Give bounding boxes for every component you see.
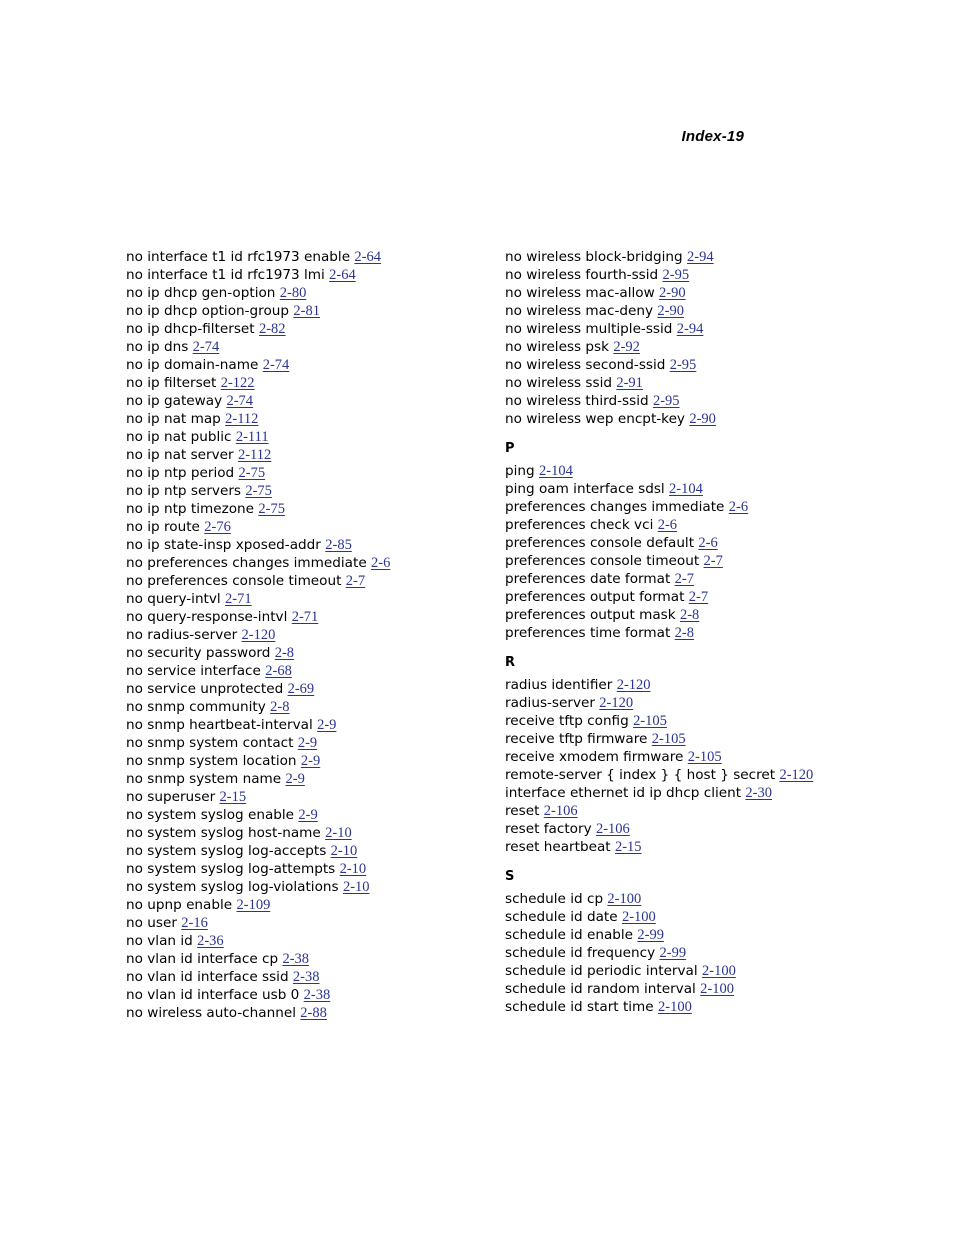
index-term: no interface t1 id rfc1973 lmi xyxy=(126,267,325,283)
index-term: no ip dhcp-filterset xyxy=(126,321,255,337)
index-term: no system syslog log-accepts xyxy=(126,843,327,859)
index-entry xyxy=(505,374,835,392)
index-entry xyxy=(505,302,835,320)
page-reference-link[interactable]: 2-106 xyxy=(543,803,578,819)
index-entry xyxy=(126,590,486,608)
index-term: no wireless psk xyxy=(505,339,610,355)
index-term: no wireless third-ssid xyxy=(505,393,649,409)
page-reference-link[interactable]: 2-122 xyxy=(220,375,255,391)
index-term: no snmp community xyxy=(126,699,266,715)
page-reference-link[interactable]: 2-38 xyxy=(303,987,331,1003)
index-entry xyxy=(126,392,486,410)
page-reference-link[interactable]: 2-75 xyxy=(245,483,272,499)
page-reference-link[interactable]: 2-7 xyxy=(688,589,709,605)
page-reference-link[interactable]: 2-16 xyxy=(181,915,208,931)
index-term: no ip ntp period xyxy=(126,465,235,481)
index-entry xyxy=(505,890,835,908)
page-reference-link[interactable]: 2-100 xyxy=(607,891,642,907)
index-entry xyxy=(126,608,486,626)
index-entry xyxy=(126,932,486,950)
page-reference-link[interactable]: 2-95 xyxy=(652,393,680,409)
index-entry xyxy=(126,860,486,878)
index-term: interface ethernet id ip dhcp client xyxy=(505,785,742,801)
index-entry xyxy=(126,626,486,644)
index-term: schedule id random interval xyxy=(505,981,696,997)
index-term: schedule id periodic interval xyxy=(505,963,698,979)
index-entry xyxy=(505,552,835,570)
index-term: no wireless mac-allow xyxy=(505,285,655,301)
index-entry xyxy=(126,824,486,842)
index-entry xyxy=(126,680,486,698)
index-entry xyxy=(126,878,486,896)
index-term: no snmp system name xyxy=(126,771,282,787)
index-entry xyxy=(126,788,486,806)
index-term: no ip nat server xyxy=(126,447,234,463)
index-entry xyxy=(505,944,835,962)
index-entry xyxy=(505,802,835,820)
page-reference-link[interactable]: 2-15 xyxy=(219,789,247,805)
index-term: preferences output mask xyxy=(505,607,676,623)
index-term: reset heartbeat xyxy=(505,839,611,855)
index-entry xyxy=(126,536,486,554)
index-entry xyxy=(505,266,835,284)
index-term: preferences date format xyxy=(505,571,671,587)
index-term: no vlan id interface cp xyxy=(126,951,279,967)
index-term: no snmp heartbeat-interval xyxy=(126,717,313,733)
index-term: remote-server { index } { host } secret xyxy=(505,767,776,783)
page-reference-link[interactable]: 2-100 xyxy=(658,999,692,1015)
page-reference-link[interactable]: 2-76 xyxy=(204,519,231,535)
index-entry xyxy=(505,498,835,516)
page-reference-link[interactable]: 2-9 xyxy=(285,771,305,787)
index-term: receive tftp firmware xyxy=(505,731,648,747)
page-reference-link[interactable]: 2-100 xyxy=(702,963,736,979)
index-entry xyxy=(505,570,835,588)
page-reference-link[interactable]: 2-9 xyxy=(317,717,337,733)
index-term: no wireless block-bridging xyxy=(505,249,683,265)
page-reference-link[interactable]: 2-100 xyxy=(700,981,735,997)
index-entry xyxy=(505,676,835,694)
page-reference-link[interactable]: 2-106 xyxy=(595,821,630,837)
index-entry xyxy=(505,392,835,410)
index-term: reset factory xyxy=(505,821,592,837)
page-reference-link[interactable]: 2-75 xyxy=(258,501,285,517)
page-number-header: Index-19 xyxy=(681,128,744,145)
index-entry xyxy=(126,968,486,986)
index-entry xyxy=(505,248,835,266)
page-reference-link[interactable]: 2-10 xyxy=(339,861,367,877)
index-entry xyxy=(126,320,486,338)
index-entry xyxy=(126,410,486,428)
page-reference-link[interactable]: 2-69 xyxy=(287,681,315,697)
page-reference-link[interactable]: 2-85 xyxy=(325,537,352,553)
index-entry xyxy=(505,730,835,748)
page-reference-link[interactable]: 2-8 xyxy=(270,699,290,715)
page-reference-link[interactable]: 2-81 xyxy=(293,303,320,319)
index-section-letter: P xyxy=(505,441,515,456)
page-reference-link[interactable]: 2-15 xyxy=(614,839,642,855)
page-reference-link[interactable]: 2-36 xyxy=(197,933,224,949)
index-term: no system syslog log-violations xyxy=(126,879,339,895)
page-reference-link[interactable]: 2-10 xyxy=(325,825,352,841)
index-entry xyxy=(126,950,486,968)
index-entry xyxy=(505,624,835,642)
page-reference-link[interactable]: 2-6 xyxy=(698,535,718,551)
index-entry xyxy=(505,284,835,302)
index-term: no system syslog log-attempts xyxy=(126,861,336,877)
index-entry xyxy=(126,482,486,500)
index-entry xyxy=(126,248,486,266)
page-reference-link[interactable]: 2-10 xyxy=(342,879,370,895)
index-term: no service interface xyxy=(126,663,261,679)
page-reference-link[interactable]: 2-99 xyxy=(659,945,687,961)
page-reference-link[interactable]: 2-8 xyxy=(274,645,295,661)
index-entry xyxy=(126,644,486,662)
index-entry xyxy=(126,374,486,392)
index-entry xyxy=(505,766,835,784)
index-term: no wireless mac-deny xyxy=(505,303,654,319)
index-entry xyxy=(126,698,486,716)
index-entry xyxy=(505,606,835,624)
index-term: preferences console timeout xyxy=(505,553,700,569)
index-column-right xyxy=(505,248,835,1016)
page-reference-link[interactable]: 2-92 xyxy=(613,339,640,355)
page-reference-link[interactable]: 2-100 xyxy=(621,909,656,925)
index-entry xyxy=(126,752,486,770)
page-reference-link[interactable]: 2-120 xyxy=(599,695,634,711)
page-reference-link[interactable]: 2-7 xyxy=(674,571,694,587)
index-entry xyxy=(126,914,486,932)
index-term: no ip dns xyxy=(126,339,189,355)
page-reference-link[interactable]: 2-8 xyxy=(679,607,700,623)
page-reference-link[interactable]: 2-71 xyxy=(291,609,319,625)
index-section-letter: R xyxy=(505,655,516,670)
page-reference-link[interactable]: 2-7 xyxy=(345,573,366,589)
page-reference-link[interactable]: 2-6 xyxy=(657,517,678,533)
index-entry xyxy=(505,908,835,926)
page-reference-link[interactable]: 2-9 xyxy=(298,807,318,823)
index-term: receive tftp config xyxy=(505,713,629,729)
index-term: no superuser xyxy=(126,789,216,805)
index-term: radius identifier xyxy=(505,677,613,693)
index-entry xyxy=(505,712,835,730)
index-term: preferences console default xyxy=(505,535,695,551)
index-entry xyxy=(126,986,486,1004)
page-reference-link[interactable]: 2-64 xyxy=(329,267,356,283)
index-term: no ip nat map xyxy=(126,411,221,427)
index-term: no ip state-insp xposed-addr xyxy=(126,537,321,553)
index-entry xyxy=(126,806,486,824)
page-reference-link[interactable]: 2-111 xyxy=(235,429,269,445)
index-entry xyxy=(505,784,835,802)
page-reference-link[interactable]: 2-75 xyxy=(238,465,266,481)
index-term: no interface t1 id rfc1973 enable xyxy=(126,249,351,265)
index-term: no user xyxy=(126,915,177,931)
index-entry xyxy=(505,820,835,838)
page-reference-link[interactable]: 2-80 xyxy=(279,285,307,301)
index-term: schedule id date xyxy=(505,909,618,925)
index-entry xyxy=(505,588,835,606)
page-reference-link[interactable]: 2-120 xyxy=(779,767,814,783)
index-term: receive xmodem firmware xyxy=(505,749,684,765)
page-reference-link[interactable]: 2-8 xyxy=(674,625,695,641)
page-reference-link[interactable]: 2-71 xyxy=(225,591,252,607)
page-reference-link[interactable]: 2-88 xyxy=(300,1005,327,1021)
index-entry xyxy=(505,534,835,552)
page-reference-link[interactable]: 2-120 xyxy=(616,677,651,693)
page-reference-link[interactable]: 2-68 xyxy=(265,663,292,679)
index-term: no wireless second-ssid xyxy=(505,357,666,373)
index-term: no wireless multiple-ssid xyxy=(505,321,673,337)
index-term: preferences check vci xyxy=(505,517,654,533)
index-term: schedule id enable xyxy=(505,927,634,943)
page-reference-link[interactable]: 2-64 xyxy=(354,249,381,265)
index-entry xyxy=(505,748,835,766)
index-entry xyxy=(126,572,486,590)
index-entry xyxy=(505,410,835,428)
index-term: schedule id frequency xyxy=(505,945,656,961)
index-term: ping xyxy=(505,463,535,479)
index-entry xyxy=(126,554,486,572)
index-term: schedule id cp xyxy=(505,891,604,907)
index-term: ping oam interface sdsl xyxy=(505,481,665,497)
index-term: no ip gateway xyxy=(126,393,223,409)
page-reference-link[interactable]: 2-90 xyxy=(689,411,716,427)
page-reference-link[interactable]: 2-120 xyxy=(241,627,276,643)
index-term: no vlan id xyxy=(126,933,193,949)
index-term: reset xyxy=(505,803,540,819)
index-term: no radius-server xyxy=(126,627,238,643)
page-reference-link[interactable]: 2-38 xyxy=(282,951,310,967)
index-term: no upnp enable xyxy=(126,897,233,913)
index-entry xyxy=(505,980,835,998)
index-entry xyxy=(126,338,486,356)
index-term: no vlan id interface ssid xyxy=(126,969,289,985)
page-reference-link[interactable]: 2-30 xyxy=(745,785,772,801)
page-reference-link[interactable]: 2-94 xyxy=(676,321,704,337)
index-term: no ip ntp servers xyxy=(126,483,241,499)
page-reference-link[interactable]: 2-105 xyxy=(651,731,686,747)
page-reference-link[interactable]: 2-105 xyxy=(633,713,667,729)
page-reference-link[interactable]: 2-10 xyxy=(330,843,358,859)
page-reference-link[interactable]: 2-104 xyxy=(669,481,703,497)
index-term: no ip domain-name xyxy=(126,357,259,373)
index-entry xyxy=(126,734,486,752)
page-reference-link[interactable]: 2-6 xyxy=(371,555,391,571)
index-entry xyxy=(505,516,835,534)
page-reference-link[interactable]: 2-74 xyxy=(192,339,220,355)
index-entry xyxy=(126,428,486,446)
index-entry xyxy=(505,694,835,712)
page-reference-link[interactable]: 2-90 xyxy=(659,285,686,301)
index-term: no snmp system contact xyxy=(126,735,294,751)
index-column-left xyxy=(126,248,486,1022)
index-entry xyxy=(126,896,486,914)
index-term: radius-server xyxy=(505,695,595,711)
index-entry xyxy=(126,356,486,374)
index-term: no wireless wep encpt-key xyxy=(505,411,685,427)
index-term: schedule id start time xyxy=(505,999,654,1015)
index-term: no preferences console timeout xyxy=(126,573,342,589)
index-entry xyxy=(126,464,486,482)
index-entry xyxy=(126,716,486,734)
index-entry xyxy=(505,998,835,1016)
index-term: no preferences changes immediate xyxy=(126,555,367,571)
index-entry xyxy=(505,462,835,480)
page-reference-link[interactable]: 2-109 xyxy=(236,897,271,913)
index-term: no system syslog host-name xyxy=(126,825,321,841)
index-entry xyxy=(126,1004,486,1022)
page-reference-link[interactable]: 2-95 xyxy=(662,267,690,283)
index-term: preferences output format xyxy=(505,589,685,605)
index-term: no system syslog enable xyxy=(126,807,295,823)
index-entry xyxy=(505,480,835,498)
index-term: no query-response-intvl xyxy=(126,609,288,625)
index-entry xyxy=(126,284,486,302)
page-reference-link[interactable]: 2-90 xyxy=(657,303,684,319)
index-term: no security password xyxy=(126,645,271,661)
index-term: no ip filterset xyxy=(126,375,217,391)
index-term: preferences changes immediate xyxy=(505,499,725,515)
index-entry xyxy=(126,500,486,518)
page-reference-link[interactable]: 2-104 xyxy=(538,463,573,479)
page-reference-link[interactable]: 2-7 xyxy=(703,553,723,569)
index-entry xyxy=(505,926,835,944)
page-reference-link[interactable]: 2-6 xyxy=(728,499,749,515)
index-term: no wireless fourth-ssid xyxy=(505,267,659,283)
page-reference-link[interactable]: 2-105 xyxy=(687,749,722,765)
page-reference-link[interactable]: 2-74 xyxy=(226,393,254,409)
index-entry xyxy=(126,770,486,788)
page-reference-link[interactable]: 2-38 xyxy=(292,969,320,985)
page-reference-link[interactable]: 2-94 xyxy=(687,249,714,265)
index-term: no wireless auto-channel xyxy=(126,1005,296,1021)
page-reference-link[interactable]: 2-112 xyxy=(225,411,259,427)
index-entry xyxy=(126,302,486,320)
index-section-letter: S xyxy=(505,869,515,884)
page-reference-link[interactable]: 2-9 xyxy=(300,753,321,769)
index-entry xyxy=(126,266,486,284)
index-term: no ip dhcp gen-option xyxy=(126,285,276,301)
index-entry xyxy=(126,518,486,536)
index-entry xyxy=(505,838,835,856)
index-term: no wireless ssid xyxy=(505,375,612,391)
index-term: preferences time format xyxy=(505,625,671,641)
page-reference-link[interactable]: 2-74 xyxy=(262,357,290,373)
index-term: no snmp system location xyxy=(126,753,297,769)
index-term: no query-intvl xyxy=(126,591,221,607)
index-term: no service unprotected xyxy=(126,681,284,697)
page-reference-link[interactable]: 2-112 xyxy=(237,447,272,463)
index-term: no ip route xyxy=(126,519,200,535)
index-entry xyxy=(126,446,486,464)
page-reference-link[interactable]: 2-99 xyxy=(637,927,664,943)
index-entry xyxy=(505,962,835,980)
index-term: no ip ntp timezone xyxy=(126,501,255,517)
page-reference-link[interactable]: 2-82 xyxy=(258,321,286,337)
page-reference-link[interactable]: 2-95 xyxy=(669,357,697,373)
index-term: no ip nat public xyxy=(126,429,232,445)
index-entry xyxy=(505,356,835,374)
index-entry xyxy=(126,662,486,680)
page-reference-link[interactable]: 2-9 xyxy=(297,735,318,751)
index-term: no ip dhcp option-group xyxy=(126,303,290,319)
index-entry xyxy=(505,338,835,356)
index-entry xyxy=(126,842,486,860)
index-entry xyxy=(505,320,835,338)
index-term: no vlan id interface usb 0 xyxy=(126,987,300,1003)
page-reference-link[interactable]: 2-91 xyxy=(616,375,643,391)
